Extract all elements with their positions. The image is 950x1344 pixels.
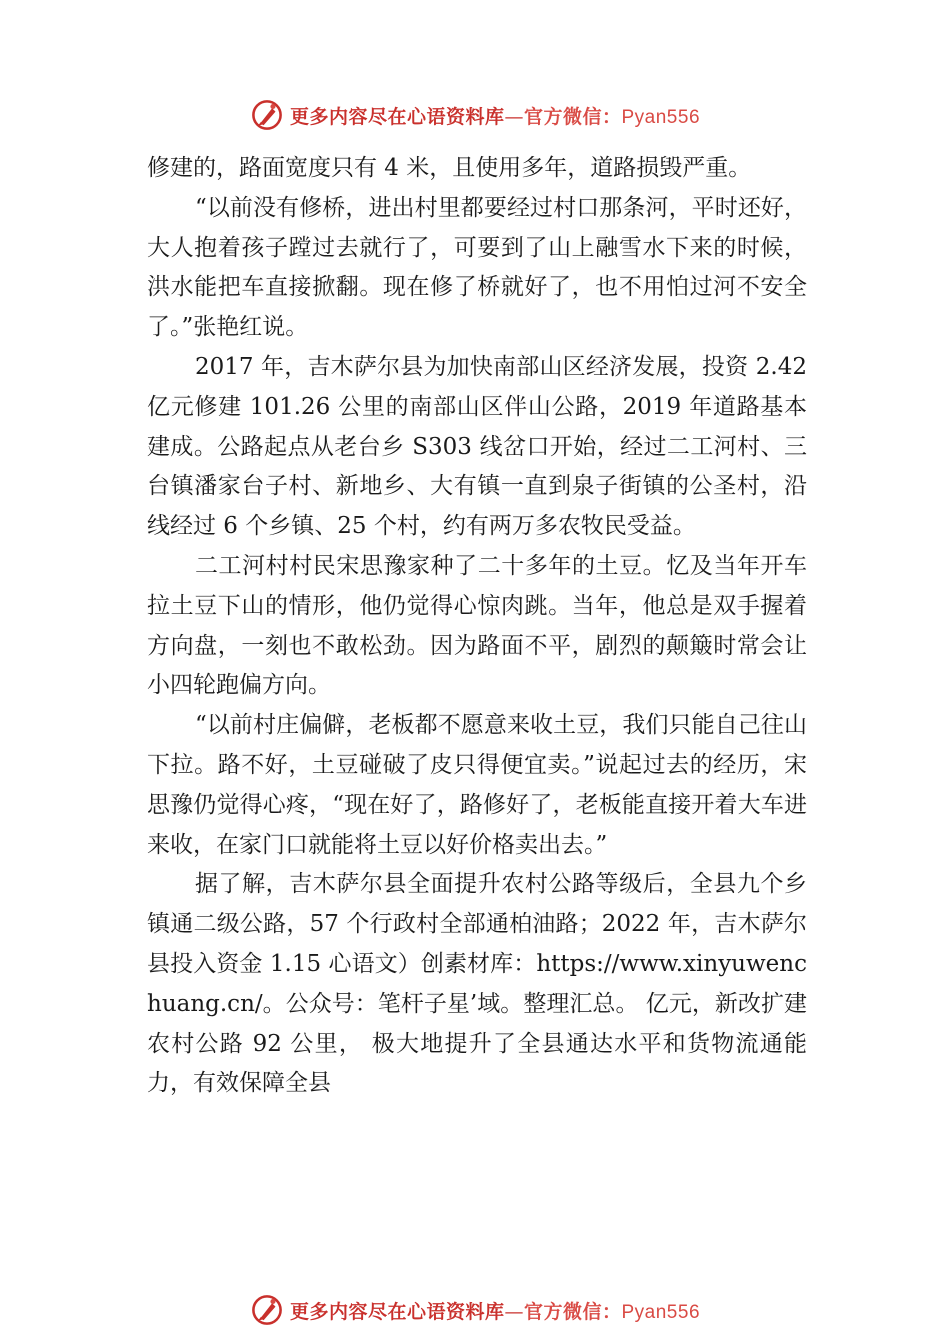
article-body xyxy=(147,149,807,1104)
paragraph-3: 2017 年，吉木萨尔县为加快南部山区经济发展，投资 2.42 亿元修建 101.26 公里的南部山区伴山公路，2019 年道路基本建成。公路起点从老台乡 S303 线岔口开始，经过二工河村、三台镇潘家台子村、新地乡、大有镇一直到泉子街镇的公圣村，沿线经过 6 个乡镇、25 个村，约有两万多农牧民受益。 xyxy=(147,353,807,540)
paragraph-2: “以前没有修桥，进出村里都要经过村口那条河，平时还好，大人抱着孩子蹚过去就行了，可要到了山上融雪水下来的时候，洪水能把车直接掀翻。现在修了桥就好了，也不用怕过河不安全了。”张艳红说。 xyxy=(147,194,807,341)
pen-nib-circle-icon xyxy=(250,98,284,132)
header-watermark-text: 更多内容尽在心语资料库—官方微信：Pyan556 xyxy=(289,105,701,128)
header-watermark-banner xyxy=(0,95,950,135)
paragraph-1: 修建的，路面宽度只有 4 米，且使用多年，道路损毁严重。 xyxy=(147,155,752,181)
paragraph-4: 二工河村村民宋思豫家种了二十多年的土豆。忆及当年开车拉土豆下山的情形，他仍觉得心惊肉跳。当年，他总是双手握着方向盘，一刻也不敢松劲。因为路面不平，剧烈的颠簸时常会让小四轮跑偏方向。 xyxy=(147,552,807,699)
footer-watermark-text: 更多内容尽在心语资料库—官方微信：Pyan556 xyxy=(289,1300,701,1323)
pen-nib-circle-icon xyxy=(250,1293,284,1327)
footer-watermark-banner xyxy=(0,1290,950,1330)
paragraph-6: 据了解，吉木萨尔县全面提升农村公路等级后，全县九个乡镇通二级公路，57 个行政村全部通柏油路；2022 年，吉木萨尔县投入资金 1.15 心语文）创素材库：https://www.xinyuwenchuang.cn/。公众号：笔杆子星’域。整理汇总。 亿元，新改扩建农村公路 92 公里， 极大地提升了全县通达水平和货物流通能力，有效保障全县 xyxy=(147,871,807,1097)
paragraph-5: “以前村庄偏僻，老板都不愿意来收土豆，我们只能自己往山下拉。路不好，土豆碰破了皮只得便宜卖。”说起过去的经历，宋思豫仍觉得心疼，“现在好了，路修好了，老板能直接开着大车进来收，在家门口就能将土豆以好价格卖出去。” xyxy=(147,712,807,858)
